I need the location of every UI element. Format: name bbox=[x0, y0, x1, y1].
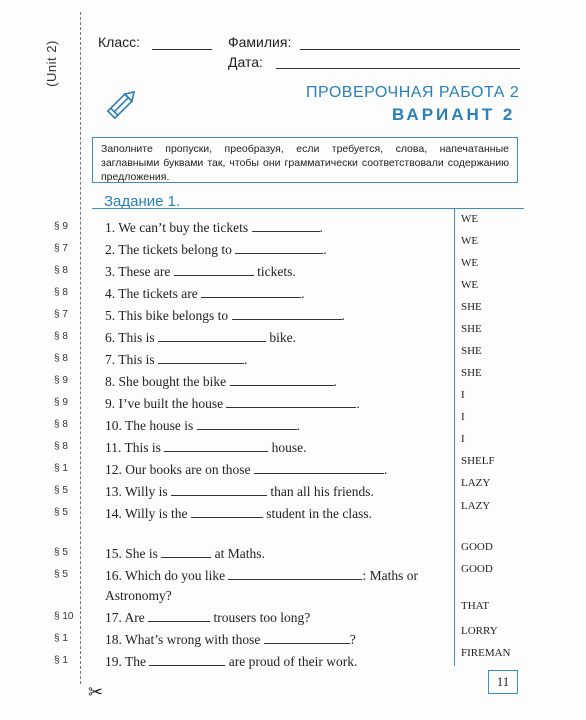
exercise-sentence bbox=[105, 262, 443, 282]
answer-blank[interactable] bbox=[252, 219, 320, 232]
answer-blank[interactable] bbox=[161, 545, 211, 558]
answer-blank[interactable] bbox=[235, 241, 323, 254]
source-word: THAT bbox=[461, 600, 490, 612]
sentence-end: are proud of their work. bbox=[225, 654, 358, 669]
answer-blank[interactable] bbox=[264, 631, 350, 644]
sentence-start: 14. Willy is the bbox=[105, 506, 191, 521]
sentence-start: 3. These are bbox=[105, 264, 174, 279]
source-word: I bbox=[461, 411, 465, 423]
exercise-sentence bbox=[105, 372, 443, 392]
source-word: WE bbox=[461, 257, 479, 269]
sentence-end: bike. bbox=[266, 330, 297, 345]
paragraph-ref: § 8 bbox=[54, 287, 68, 298]
exercise-sentence bbox=[105, 240, 443, 260]
pencil-icon bbox=[102, 84, 142, 124]
class-label: Класс: bbox=[98, 34, 140, 50]
exercise-sentence bbox=[105, 566, 443, 606]
date-field[interactable] bbox=[276, 68, 520, 69]
answer-blank[interactable] bbox=[148, 609, 210, 622]
exercise-sentence bbox=[105, 350, 443, 370]
sentence-end: house. bbox=[268, 440, 307, 455]
exercise-sentence bbox=[105, 652, 443, 672]
sentence-start: 5. This bike belongs to bbox=[105, 308, 232, 323]
answer-blank[interactable] bbox=[164, 439, 268, 452]
sentence-start: 16. Which do you like bbox=[105, 568, 229, 583]
sentence-start: 8. She bought the bike bbox=[105, 374, 230, 389]
answer-blank[interactable] bbox=[232, 307, 342, 320]
answer-blank[interactable] bbox=[228, 567, 362, 580]
answer-blank[interactable] bbox=[230, 373, 334, 386]
answer-blank[interactable] bbox=[201, 285, 301, 298]
sentence-start: 7. This is bbox=[105, 352, 159, 367]
answer-blank[interactable] bbox=[174, 263, 254, 276]
paragraph-ref: § 10 bbox=[54, 611, 74, 622]
source-word: LAZY bbox=[461, 477, 491, 489]
sentence-end: tickets. bbox=[253, 264, 296, 279]
source-word: GOOD bbox=[461, 541, 493, 553]
paragraph-ref: § 8 bbox=[54, 331, 68, 342]
surname-label: Фамилия: bbox=[228, 34, 292, 50]
answer-blank[interactable] bbox=[171, 483, 267, 496]
paragraph-ref: § 8 bbox=[54, 441, 68, 452]
variant-title: ВАРИАНТ 2 bbox=[392, 105, 516, 124]
source-word: SHE bbox=[461, 301, 482, 313]
paragraph-ref: § 7 bbox=[54, 243, 68, 254]
paragraph-ref: § 1 bbox=[54, 633, 68, 644]
sentence-end: . bbox=[323, 242, 327, 257]
sentence-end: . bbox=[244, 352, 248, 367]
sentence-start: 2. The tickets belong to bbox=[105, 242, 236, 257]
answer-blank[interactable] bbox=[226, 395, 356, 408]
worksheet-title: ПРОВЕРОЧНАЯ РАБОТА 2 bbox=[306, 84, 520, 101]
exercise-sentence bbox=[105, 284, 443, 304]
task-separator bbox=[92, 208, 524, 209]
paragraph-ref: § 1 bbox=[54, 655, 68, 666]
sentence-start: 9. I’ve built the house bbox=[105, 396, 227, 411]
page-number: 11 bbox=[488, 670, 518, 694]
exercise-sentence bbox=[105, 482, 443, 502]
sentence-start: 17. Are bbox=[105, 610, 149, 625]
sentence-start: 12. Our books are on those bbox=[105, 462, 254, 477]
source-word: WE bbox=[461, 213, 479, 225]
sentence-end: . bbox=[301, 286, 305, 301]
scissors-icon: ✂ bbox=[88, 682, 104, 702]
class-field[interactable] bbox=[152, 49, 212, 50]
paragraph-ref: § 5 bbox=[54, 485, 68, 496]
surname-field[interactable] bbox=[300, 49, 520, 50]
sentence-end: . bbox=[341, 308, 345, 323]
answer-blank[interactable] bbox=[254, 461, 384, 474]
source-word: SHE bbox=[461, 345, 482, 357]
source-word: LAZY bbox=[461, 500, 491, 512]
paragraph-ref: § 5 bbox=[54, 569, 68, 580]
sentence-end: than all his friends. bbox=[266, 484, 374, 499]
source-word: I bbox=[461, 433, 465, 445]
answer-blank[interactable] bbox=[149, 653, 225, 666]
sentence-end: . bbox=[383, 462, 388, 477]
source-word: WE bbox=[461, 279, 479, 291]
paragraph-ref: § 8 bbox=[54, 353, 68, 364]
sentence-end: . bbox=[333, 374, 337, 389]
sentence-end: at Maths. bbox=[211, 546, 265, 561]
sentence-end: ? bbox=[349, 632, 356, 647]
source-word: SHE bbox=[461, 323, 482, 335]
word-column-rule bbox=[454, 208, 455, 666]
answer-blank[interactable] bbox=[197, 417, 297, 430]
paragraph-ref: § 9 bbox=[54, 375, 68, 386]
source-word: LORRY bbox=[461, 625, 498, 637]
sentence-start: 6. This is bbox=[105, 330, 159, 345]
sentence-start: 13. Willy is bbox=[105, 484, 171, 499]
exercise-sentence bbox=[105, 608, 443, 628]
sentence-end: trousers too long? bbox=[210, 610, 311, 625]
answer-blank[interactable] bbox=[158, 351, 244, 364]
exercise-sentence bbox=[105, 394, 443, 414]
source-word: I bbox=[461, 389, 465, 401]
paragraph-ref: § 1 bbox=[54, 463, 68, 474]
source-word: WE bbox=[461, 235, 479, 247]
sentence-start: 4. The tickets are bbox=[105, 286, 202, 301]
exercise-sentence bbox=[105, 438, 443, 458]
sentence-start: 18. What’s wrong with those bbox=[105, 632, 264, 647]
sentence-end: . bbox=[319, 220, 323, 235]
answer-blank[interactable] bbox=[158, 329, 266, 342]
exercise-sentence bbox=[105, 630, 443, 650]
answer-blank[interactable] bbox=[191, 505, 263, 518]
exercise-sentence bbox=[105, 218, 443, 238]
paragraph-ref: § 7 bbox=[54, 309, 68, 320]
paragraph-ref: § 9 bbox=[54, 397, 68, 408]
source-word: SHE bbox=[461, 367, 482, 379]
sentence-start: 15. She is bbox=[105, 546, 162, 561]
sentence-start: 19. The bbox=[105, 654, 150, 669]
exercise-sentence bbox=[105, 460, 443, 480]
sentence-start: 11. This is bbox=[105, 440, 165, 455]
paragraph-ref: § 8 bbox=[54, 265, 68, 276]
sentence-end: . bbox=[356, 396, 360, 411]
paragraph-ref: § 5 bbox=[54, 547, 68, 558]
sentence-end: student in the class. bbox=[262, 506, 372, 521]
cut-line bbox=[80, 12, 81, 684]
source-word: FIREMAN bbox=[461, 647, 511, 659]
date-label: Дата: bbox=[228, 54, 263, 70]
paragraph-ref: § 8 bbox=[54, 419, 68, 430]
exercise-sentence bbox=[105, 306, 443, 326]
exercise-sentence bbox=[105, 544, 443, 564]
exercise-sentence bbox=[105, 504, 443, 524]
sentence-start: 1. We can’t buy the tickets bbox=[105, 220, 252, 235]
paragraph-ref: § 5 bbox=[54, 507, 68, 518]
instruction-box: Заполните пропуски, преобразуя, если требуется, слова, напечатанные заглавными буквами так, чтобы они грамматически соответствовали содержанию предложения. bbox=[92, 137, 518, 183]
exercise-sentence bbox=[105, 328, 443, 348]
sentence-end: . bbox=[296, 418, 300, 433]
source-word: SHELF bbox=[461, 455, 495, 467]
exercise-sentence bbox=[105, 416, 443, 436]
paragraph-ref: § 9 bbox=[54, 221, 68, 232]
task-title: Задание 1. bbox=[104, 193, 181, 210]
source-word: GOOD bbox=[461, 563, 493, 575]
sentence-start: 10. The house is bbox=[105, 418, 197, 433]
unit-side-label: (Unit 2) bbox=[43, 40, 59, 87]
sentence-end: : Maths or Astronomy? bbox=[105, 568, 418, 603]
